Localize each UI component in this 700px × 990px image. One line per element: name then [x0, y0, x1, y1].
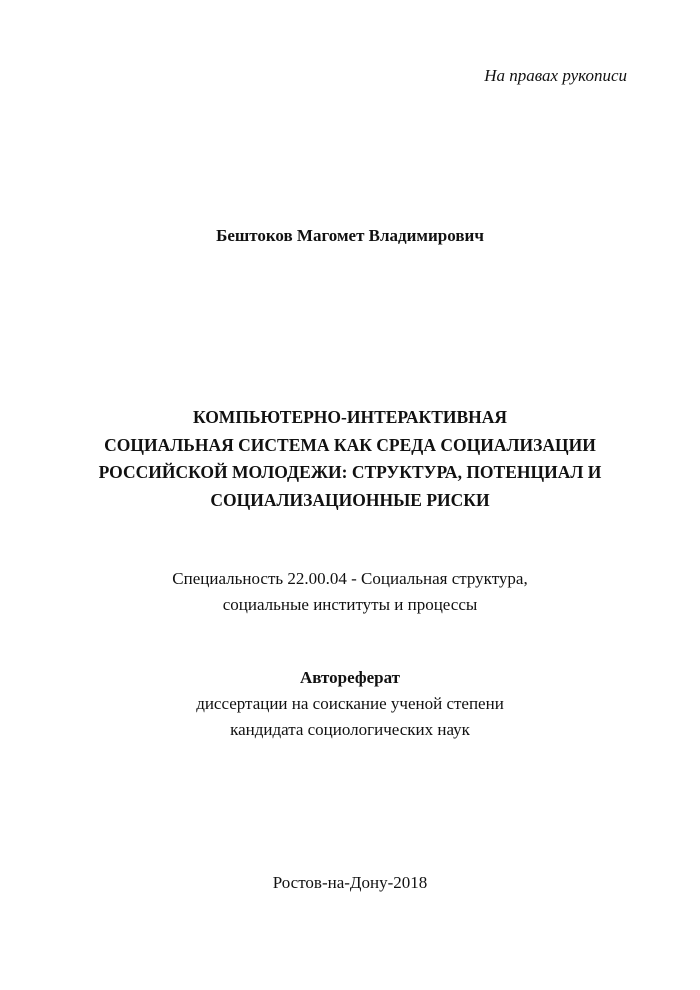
rights-note: На правах рукописи [484, 66, 627, 85]
specialty-line: социальные институты и процессы [222, 595, 478, 614]
specialty-line: Специальность 22.00.04 - Социальная структура, [172, 569, 528, 588]
specialty [0, 566, 700, 618]
dissertation-title [0, 404, 700, 514]
title-line: РОССИЙСКОЙ МОЛОДЕЖИ: СТРУКТУРА, ПОТЕНЦИАЛ И [98, 462, 602, 482]
place-year: Ростов-на-Дону-2018 [272, 873, 428, 892]
abstract-line: диссертации на соискание ученой степени [196, 694, 504, 713]
author-name: Бештоков Магомет Владимирович [216, 226, 484, 245]
title-line: СОЦИАЛИЗАЦИОННЫЕ РИСКИ [210, 489, 490, 510]
title-line: СОЦИАЛЬНАЯ СИСТЕМА КАК СРЕДА СОЦИАЛИЗАЦИИ [104, 434, 596, 455]
abstract-section [0, 665, 700, 743]
title-line: КОМПЬЮТЕРНО-ИНТЕРАКТИВНАЯ [192, 407, 508, 427]
abstract-line: кандидата социологических наук [230, 720, 470, 739]
abstract-heading: Автореферат [299, 668, 401, 687]
